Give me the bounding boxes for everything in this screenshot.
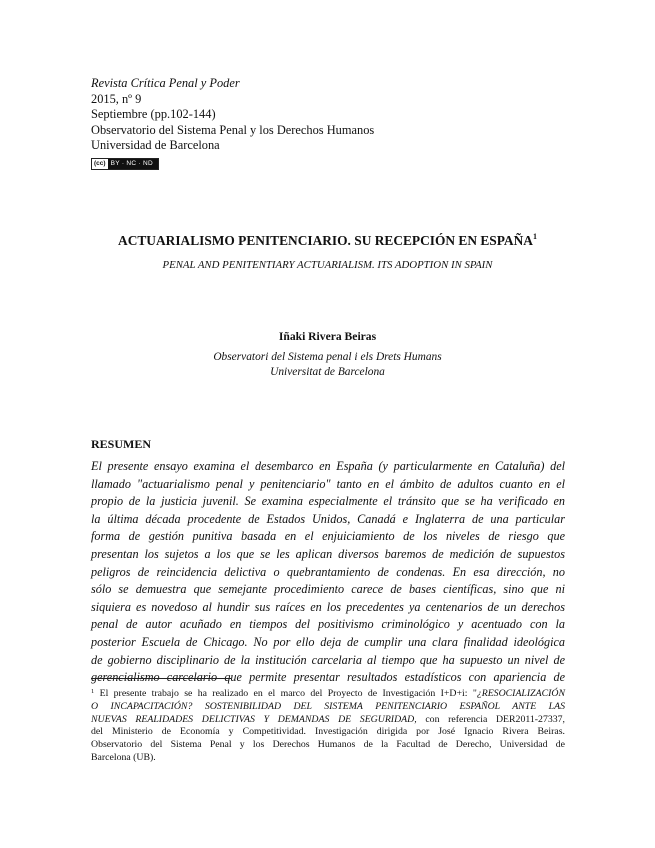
abstract-line: de gobierno disciplinario de la institución carcelaria al tiempo que ha supuesto un nivel de: [91, 652, 565, 667]
footnote-text: con referencia DER2011-27337,: [416, 713, 565, 725]
article-title-text: ACTUARIALISMO PENITENCIARIO. SU RECEPCIÓN EN ESPAÑA: [118, 233, 533, 248]
journal-header: [91, 76, 374, 170]
abstract-heading: RESUMEN: [91, 437, 152, 451]
footnote-line: O INCAPACITACIÓN? SOSTENIBILIDAD DEL SISTEMA PENITENCIARIO ESPAÑOL ANTE LAS: [91, 700, 565, 712]
cc-symbol: (cc): [94, 159, 106, 167]
journal-issue: 2015, nº 9: [91, 91, 142, 106]
journal-observatory: Observatorio del Sistema Penal y los Derechos Humanos: [91, 122, 375, 137]
cc-license-terms: BY · NC · ND: [110, 159, 154, 167]
abstract-line: llamado "actuarialismo penal y penitenciario" tanto en el ámbito de adultos cuanto en el: [91, 476, 565, 491]
article-title: [0, 232, 655, 249]
abstract-line: presentan los sujetos a los que se les aplican diversos baremos de medición de supuestos: [91, 546, 565, 561]
footnote-project-title: NUEVAS REALIDADES DELICTIVAS Y DEMANDAS DE SEGURIDAD,: [91, 713, 417, 725]
footnote-divider: [91, 678, 231, 679]
abstract-line: penal de autor acuñado en tiempos del positivismo criminológico y acentuado con la: [91, 617, 565, 632]
footnote-mark: 1: [91, 688, 95, 695]
author-university: Universitat de Barcelona: [270, 366, 385, 378]
article-subtitle: PENAL AND PENITENTIARY ACTUARIALISM. ITS ADOPTION IN SPAIN: [162, 259, 493, 271]
abstract-line: la última década procedente de Estados Unidos, Canadá e Inglaterra de una particular: [91, 511, 565, 526]
abstract-line: peligros de reincidencia delictiva o quebrantamiento de condenas. En esa dirección, no: [91, 564, 565, 579]
author-affiliation: Observatori del Sistema penal i els Drets Humans: [213, 351, 442, 363]
abstract-line: propio de la justicia juvenil. Se examina especialmente el tránsito que se ha verificado en: [91, 494, 565, 509]
abstract-line: gerencialismo carcelario que permite presentar resultados estadísticos con apariencia de: [91, 670, 565, 685]
abstract-body: [91, 458, 565, 687]
abstract-line: sólo se demuestra que semejante procedimiento carece de bases científicas, sino que ni: [91, 582, 565, 597]
footnote-text: El presente trabajo se ha realizado en el marco del Proyecto de Investigación I+D+i: ": [94, 688, 477, 699]
footnote-line: del Ministerio de Economía y Competitividad. Investigación dirigida por José Ignacio Rivera Beiras.: [91, 726, 565, 738]
author-name: Iñaki Rivera Beiras: [278, 330, 377, 343]
abstract-line: posterior Escuela de Chicago. No por ello deja de cumplir una clara finalidad ideológica: [91, 634, 565, 649]
abstract-line: El presente ensayo examina el desembarco en España (y particularmente en Cataluña) del: [91, 459, 565, 473]
abstract-line: siquiera es novedoso al hundir sus raíces en los precedentes ya centenarios de un derechos: [91, 599, 565, 614]
footnote: [91, 686, 565, 765]
footnote-line: [91, 714, 565, 727]
footnote-line: Observatorio del Sistema Penal y los Derechos Humanos de la Facultad de Derecho, Universidad de: [91, 739, 565, 751]
journal-name: Revista Crítica Penal y Poder: [91, 76, 240, 90]
title-footnote-mark: 1: [532, 232, 537, 241]
abstract-line: forma de gestión punitiva basada en el enjuiciamiento de los niveles de riesgo que: [91, 529, 565, 544]
footnote-line: Barcelona (UB).: [91, 751, 156, 763]
footnote-project-title: ¿RESOCIALIZACIÓN: [476, 688, 565, 699]
footnote-line: [91, 686, 565, 701]
journal-university: Universidad de Barcelona: [91, 138, 220, 153]
journal-pages: Septiembre (pp.102-144): [91, 107, 216, 122]
creative-commons-license-icon: [91, 158, 159, 170]
